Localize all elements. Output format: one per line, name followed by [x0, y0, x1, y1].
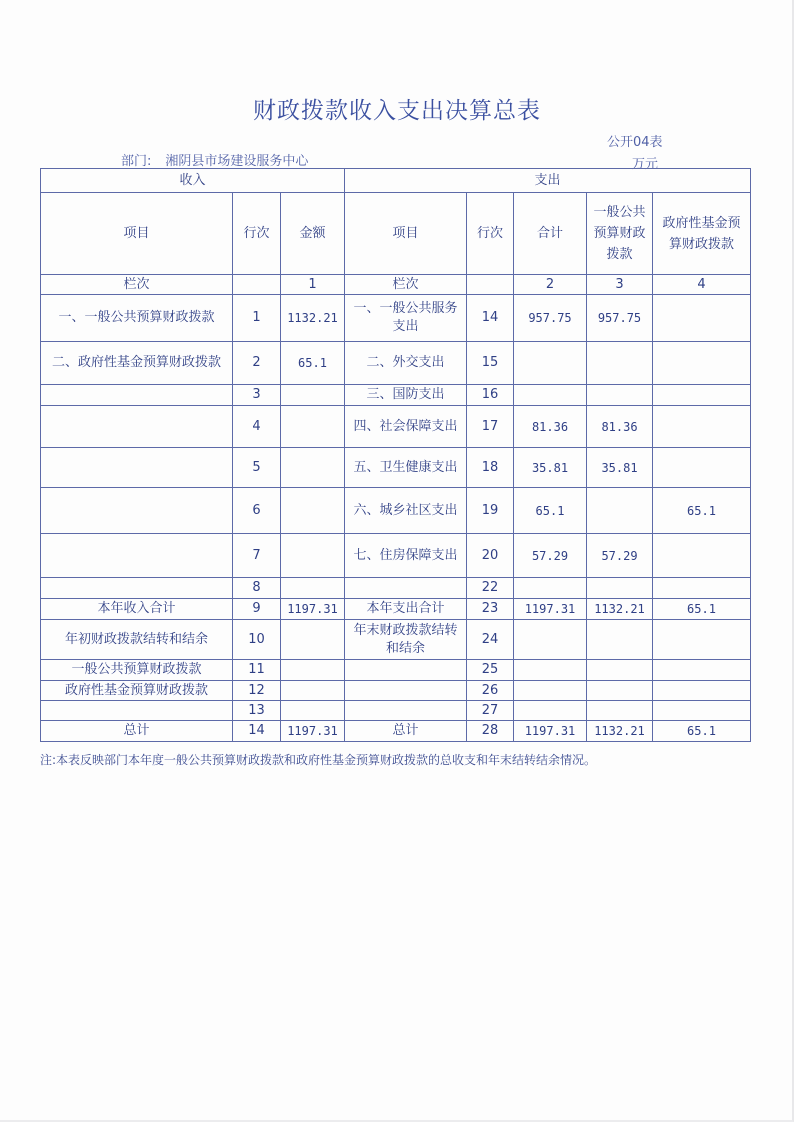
income-line-cell: 7: [233, 534, 281, 578]
income-item-cell: 二、政府性基金预算财政拨款: [41, 342, 233, 385]
table-body: [41, 295, 751, 742]
expense-total-cell: 1197.31: [514, 721, 587, 742]
income-amount-cell: 65.1: [281, 342, 345, 385]
expense-item-cell: 二、外交支出: [345, 342, 467, 385]
income-amount-cell: [281, 578, 345, 599]
column-header-row: [41, 193, 751, 275]
expense-total-cell: 81.36: [514, 406, 587, 448]
expense-total-cell: [514, 342, 587, 385]
department-label: 部门:: [121, 154, 152, 169]
gov-fund-cell: [653, 701, 751, 721]
income-line-cell: 1: [233, 295, 281, 342]
expense-item-cell: 四、社会保障支出: [345, 406, 467, 448]
gov-fund-cell: 65.1: [653, 488, 751, 534]
gov-fund-cell: [653, 342, 751, 385]
general-budget-cell: 1132.21: [587, 599, 653, 620]
expense-line-cell: 15: [467, 342, 514, 385]
expense-line-cell: 23: [467, 599, 514, 620]
general-budget-cell: 81.36: [587, 406, 653, 448]
expense-total-cell: [514, 701, 587, 721]
expense-item-cell: 六、城乡社区支出: [345, 488, 467, 534]
expense-total-cell: 35.81: [514, 448, 587, 488]
expense-item-cell: 年末财政拨款结转和结余: [345, 620, 467, 660]
table-row: [41, 488, 751, 534]
general-budget-cell: 35.81: [587, 448, 653, 488]
table-row: [41, 599, 751, 620]
expense-line-cell: 26: [467, 681, 514, 701]
expense-total-header: 合计: [514, 193, 587, 275]
income-line-cell: 9: [233, 599, 281, 620]
unit-label: 万元: [632, 157, 659, 172]
income-amount-cell: [281, 406, 345, 448]
income-line-cell: 2: [233, 342, 281, 385]
expense-item-cell: [345, 681, 467, 701]
column-number-2: 2: [514, 275, 587, 295]
income-amount-cell: [281, 448, 345, 488]
expense-item-cell: [345, 660, 467, 681]
expense-item-cell: 三、国防支出: [345, 385, 467, 406]
expense-line-cell: 28: [467, 721, 514, 742]
income-line-cell: 8: [233, 578, 281, 599]
income-line-cell: 11: [233, 660, 281, 681]
income-line-cell: 14: [233, 721, 281, 742]
income-column-no-label: 栏次: [41, 275, 233, 295]
gov-fund-cell: [653, 660, 751, 681]
expense-section-header: 支出: [345, 169, 751, 193]
expense-total-cell: 1197.31: [514, 599, 587, 620]
department-name: 湘阴县市场建设服务中心: [165, 154, 309, 169]
expense-line-cell: 27: [467, 701, 514, 721]
gov-fund-cell: 65.1: [653, 599, 751, 620]
expense-line-header: 行次: [467, 193, 514, 275]
income-item-cell: [41, 406, 233, 448]
column-number-1: 1: [281, 275, 345, 295]
form-code: 公开04表: [607, 135, 663, 150]
column-number-3: 3: [587, 275, 653, 295]
gov-fund-cell: [653, 406, 751, 448]
expense-line-cell: 18: [467, 448, 514, 488]
expense-line-cell: 19: [467, 488, 514, 534]
expense-item-header: 项目: [345, 193, 467, 275]
table-row: [41, 701, 751, 721]
income-amount-cell: [281, 620, 345, 660]
income-line-cell: 5: [233, 448, 281, 488]
table-row: [41, 578, 751, 599]
income-item-cell: [41, 448, 233, 488]
general-budget-cell: 957.75: [587, 295, 653, 342]
footnote: 注:本表反映部门本年度一般公共预算财政拨款和政府性基金预算财政拨款的总收支和年末结转结余情况。: [40, 753, 597, 767]
budget-summary-table: [40, 168, 751, 742]
expense-total-cell: [514, 660, 587, 681]
general-budget-cell: [587, 620, 653, 660]
general-budget-cell: 1132.21: [587, 721, 653, 742]
income-amount-cell: [281, 681, 345, 701]
income-item-cell: [41, 385, 233, 406]
table-row: [41, 620, 751, 660]
gov-fund-cell: [653, 578, 751, 599]
income-item-cell: [41, 534, 233, 578]
general-budget-cell: [587, 578, 653, 599]
expense-column-no-label: 栏次: [345, 275, 467, 295]
column-number-4: 4: [653, 275, 751, 295]
gov-fund-cell: [653, 295, 751, 342]
income-line-cell: 3: [233, 385, 281, 406]
gov-fund-cell: [653, 681, 751, 701]
income-item-cell: 政府性基金预算财政拨款: [41, 681, 233, 701]
expense-line-cell: 17: [467, 406, 514, 448]
expense-item-cell: [345, 701, 467, 721]
table-row: [41, 681, 751, 701]
expense-line-cell: 24: [467, 620, 514, 660]
expense-total-cell: 957.75: [514, 295, 587, 342]
general-budget-header: 一般公共预算财政拨款: [587, 193, 653, 275]
expense-line-cell: 25: [467, 660, 514, 681]
income-line-cell: 4: [233, 406, 281, 448]
expense-item-cell: 总计: [345, 721, 467, 742]
income-item-cell: 总计: [41, 721, 233, 742]
column-number-row: [41, 275, 751, 295]
expense-total-cell: [514, 385, 587, 406]
gov-fund-cell: [653, 448, 751, 488]
income-item-cell: 一般公共预算财政拨款: [41, 660, 233, 681]
general-budget-cell: [587, 660, 653, 681]
department-line: [121, 150, 308, 169]
income-amount-cell: [281, 488, 345, 534]
gov-fund-header: 政府性基金预算财政拨款: [653, 193, 751, 275]
expense-line-cell: 22: [467, 578, 514, 599]
expense-line-cell: 14: [467, 295, 514, 342]
income-amount-cell: [281, 701, 345, 721]
expense-total-cell: 57.29: [514, 534, 587, 578]
table-row: [41, 660, 751, 681]
income-item-cell: 本年收入合计: [41, 599, 233, 620]
income-amount-cell: [281, 534, 345, 578]
income-line-cell: 6: [233, 488, 281, 534]
expense-item-cell: [345, 578, 467, 599]
expense-total-cell: [514, 578, 587, 599]
gov-fund-cell: 65.1: [653, 721, 751, 742]
income-item-cell: [41, 488, 233, 534]
expense-item-cell: 七、住房保障支出: [345, 534, 467, 578]
gov-fund-cell: [653, 385, 751, 406]
gov-fund-cell: [653, 534, 751, 578]
income-amount-cell: 1197.31: [281, 721, 345, 742]
income-line-cell: 10: [233, 620, 281, 660]
table-row: [41, 385, 751, 406]
income-section-header: 收入: [41, 169, 345, 193]
table-row: [41, 721, 751, 742]
income-amount-header: 金额: [281, 193, 345, 275]
expense-item-cell: 一、一般公共服务支出: [345, 295, 467, 342]
income-amount-cell: [281, 385, 345, 406]
income-item-cell: 年初财政拨款结转和结余: [41, 620, 233, 660]
gov-fund-cell: [653, 620, 751, 660]
income-item-cell: [41, 578, 233, 599]
expense-line-cell: 20: [467, 534, 514, 578]
income-item-cell: 一、一般公共预算财政拨款: [41, 295, 233, 342]
expense-item-cell: 五、卫生健康支出: [345, 448, 467, 488]
table-row: [41, 534, 751, 578]
expense-total-cell: 65.1: [514, 488, 587, 534]
income-amount-cell: 1197.31: [281, 599, 345, 620]
report-title: 财政拨款收入支出决算总表: [253, 98, 541, 124]
general-budget-cell: 57.29: [587, 534, 653, 578]
general-budget-cell: [587, 385, 653, 406]
expense-total-cell: [514, 681, 587, 701]
general-budget-cell: [587, 681, 653, 701]
income-line-header: 行次: [233, 193, 281, 275]
table-row: [41, 342, 751, 385]
table-row: [41, 295, 751, 342]
expense-line-cell: 16: [467, 385, 514, 406]
income-amount-cell: 1132.21: [281, 295, 345, 342]
section-header-row: [41, 169, 751, 193]
expense-item-cell: 本年支出合计: [345, 599, 467, 620]
income-line-cell: 12: [233, 681, 281, 701]
income-item-header: 项目: [41, 193, 233, 275]
income-amount-cell: [281, 660, 345, 681]
general-budget-cell: [587, 342, 653, 385]
table-row: [41, 406, 751, 448]
general-budget-cell: [587, 488, 653, 534]
income-line-cell: 13: [233, 701, 281, 721]
expense-total-cell: [514, 620, 587, 660]
income-item-cell: [41, 701, 233, 721]
table-row: [41, 448, 751, 488]
general-budget-cell: [587, 701, 653, 721]
